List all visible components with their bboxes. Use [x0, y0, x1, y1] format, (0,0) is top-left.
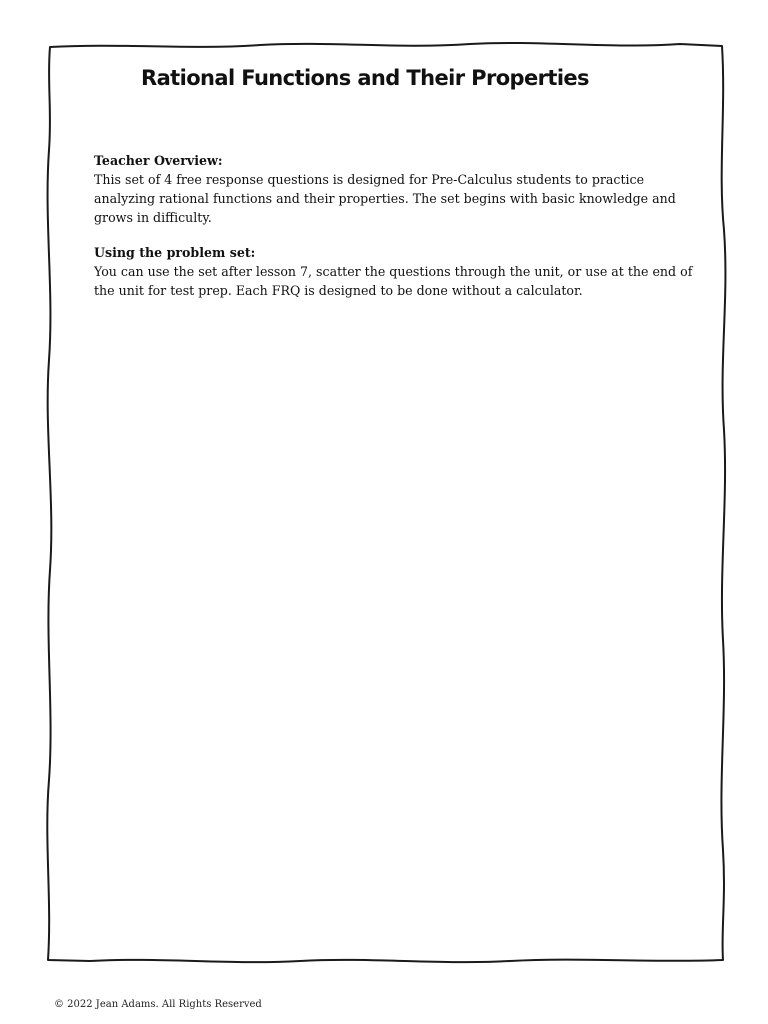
- copyright-footer: © 2022 Jean Adams. All Rights Reserved: [54, 999, 262, 1010]
- section-heading: Teacher Overview:: [94, 153, 223, 168]
- section-paragraph: You can use the set after lesson 7, scatter the questions through the unit, or use at the end of the unit for test prep. Each FRQ is designed to be done without a calculator.: [94, 264, 693, 298]
- page-title: Rational Functions and Their Properties: [141, 66, 589, 90]
- section-heading: Using the problem set:: [94, 245, 256, 260]
- document-body: [94, 151, 694, 316]
- usage-section: [94, 243, 694, 300]
- section-paragraph: This set of 4 free response questions is designed for Pre-Calculus students to practice analyzing rational functions and their properties. The set begins with basic knowledge and grows in difficulty.: [94, 172, 676, 225]
- teacher-overview-section: [94, 151, 694, 227]
